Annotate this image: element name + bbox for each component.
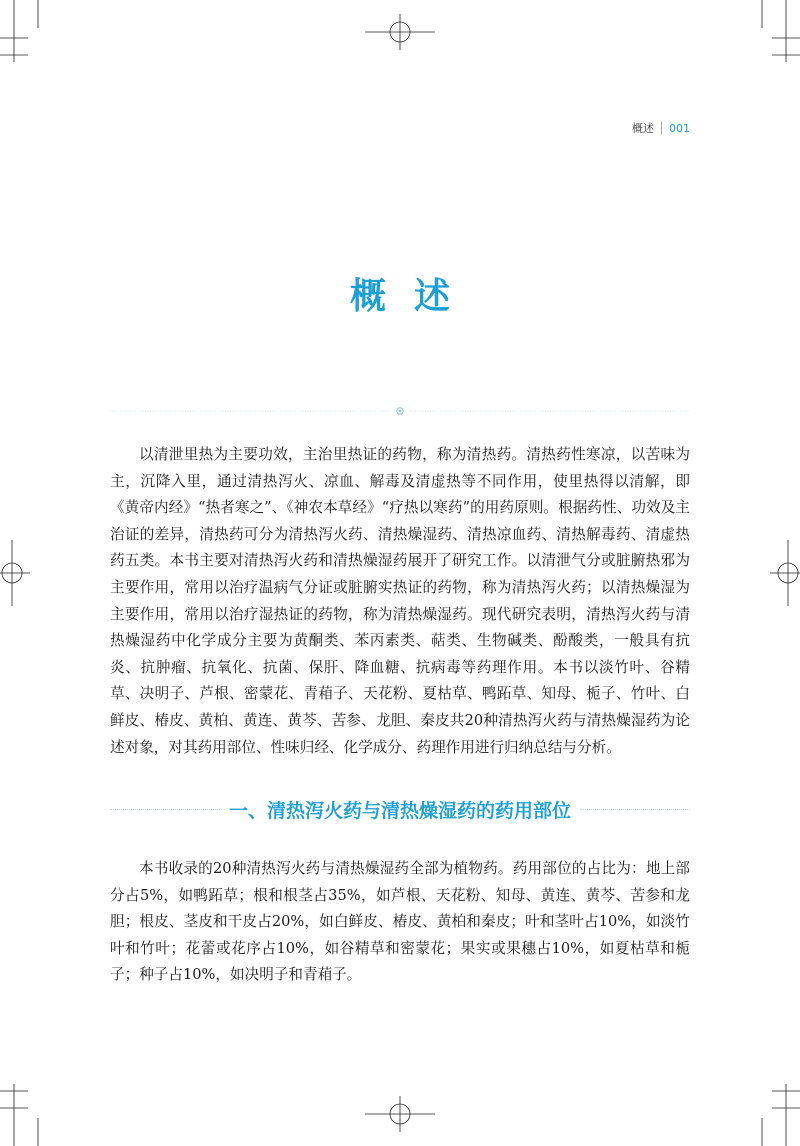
section-heading-text: 一、清热泻火药与清热燥湿药的药用部位 xyxy=(228,800,571,822)
section-paragraph: 本书收录的20种清热泻火药与清热燥湿药全部为植物药。药用部位的占比为：地上部分占5%，如鸭跖草；根和根茎占35%，如芦根、天花粉、知母、黄连、黄芩、苦参和龙胆；根皮、茎皮和干皮占20%，如白鲜皮、椿皮、黄柏和秦皮；叶和茎叶占10%，如淡竹叶和竹叶；花蕾或花序占10%，如谷精草和密蒙花；果实或果穗占10%，如夏枯草和栀子；种子占10%，如决明子和青葙子。 xyxy=(110,860,690,984)
title-divider xyxy=(110,404,690,418)
intro-paragraph: 以清泄里热为主要功效，主治里热证的药物，称为清热药。清热药性寒凉，以苦味为主，沉降入里，通过清热泻火、凉血、解毒及清虚热等不同作用，使里热得以清解，即《黄帝内经》“热者寒之”、《神农本草经》“疗热以寒药”的用药原则。根据药性、功效及主治证的差异，清热药可分为清热泻火药、清热燥湿药、清热凉血药、清热解毒药、清虚热药五类。本书主要对清热泻火药和清热燥湿药展开了研究工作。以清泄气分或脏腑热邪为主要作用，常用以治疗温病气分证或脏腑实热证的药物，称为清热泻火药；以清热燥湿为主要作用，常用以治疗湿热证的药物，称为清热燥湿药。现代研究表明，清热泻火药与清热燥湿药中化学成分主要为黄酮类、苯丙素类、萜类、生物碱类、酚酸类，一般具有抗炎、抗肿瘤、抗氧化、抗菌、保肝、降血糖、抗病毒等药理作用。本书以淡竹叶、谷精草、决明子、芦根、密蒙花、青葙子、天花粉、夏枯草、鸭跖草、知母、栀子、竹叶、白鲜皮、椿皮、黄柏、黄连、黄芩、苦参、龙胆、秦皮共20种清热泻火药与清热燥湿药为论述对象，对其药用部位、性味归经、化学成分、药理作用进行归纳总结与分析。 xyxy=(110,446,690,756)
chapter-title: 概述 xyxy=(349,276,478,317)
header-section-title: 概述 xyxy=(632,122,654,135)
header-divider xyxy=(661,122,662,134)
page-number: 001 xyxy=(669,121,690,135)
section-heading xyxy=(110,792,690,826)
running-header xyxy=(632,120,690,136)
